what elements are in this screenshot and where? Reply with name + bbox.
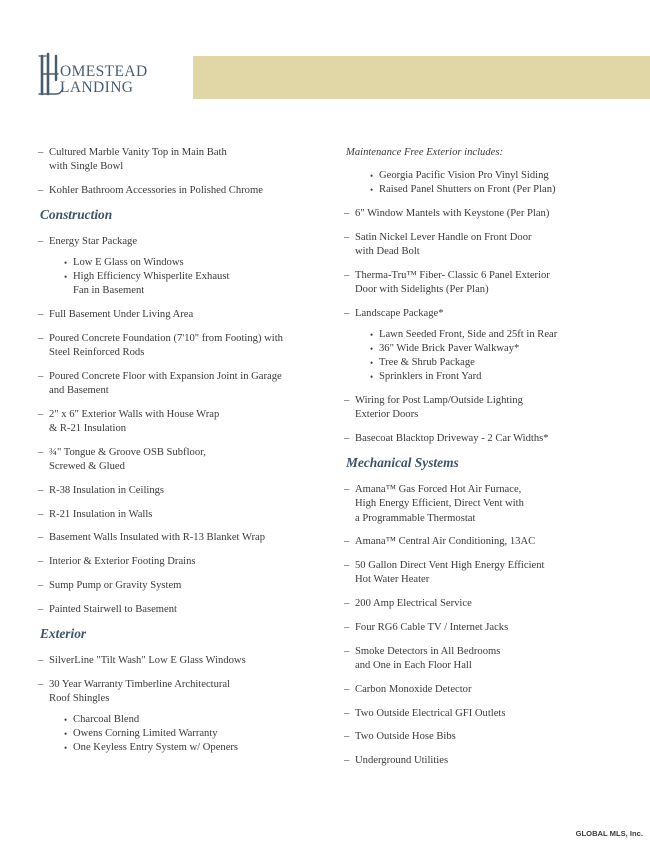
list-item: – Satin Nickel Lever Handle on Front Door with Dead Bolt [344, 232, 532, 258]
sub-list-item: • Lawn Seeded Front, Side and 25ft in Rear [370, 328, 558, 340]
list-item: – Amana™ Gas Forced Hot Air Furnace, High Energy Efficient, Direct Vent with a Programmable Thermostat [344, 484, 524, 524]
left-column [38, 146, 310, 765]
list-item: – Four RG6 Cable TV / Internet Jacks [344, 622, 509, 633]
list-item: – Therma-Tru™ Fiber- Classic 6 Panel Exterior Door with Sidelights (Per Plan) [344, 270, 550, 296]
list-item: – Energy Star Package [38, 236, 138, 247]
list-item: – Poured Concrete Floor with Expansion Joint in Garage and Basement [38, 370, 282, 396]
list-item: – Cultured Marble Vanity Top in Main Bath with Single Bowl [38, 147, 227, 173]
sub-list-item: • 36" Wide Brick Paver Walkway* [370, 343, 520, 354]
list-item: – 2" x 6" Exterior Walls with House Wrap & R-21 Insulation [38, 408, 220, 434]
footer-credit: GLOBAL MLS, Inc. [575, 829, 643, 838]
list-item: – SilverLine "Tilt Wash" Low E Glass Windows [38, 654, 246, 666]
list-item: – Painted Stairwell to Basement [38, 603, 177, 615]
list-item: – 30 Year Warranty Timberline Architectural Roof Shingles [38, 678, 231, 704]
list-item: – Two Outside Electrical GFI Outlets [344, 707, 506, 719]
list-item: – 6" Window Mantels with Keystone (Per Plan) [344, 208, 550, 220]
list-item: – Poured Concrete Foundation (7'10" from Footing) with Steel Reinforced Rods [38, 332, 283, 358]
header-banner [193, 56, 650, 99]
right-column [344, 146, 628, 778]
list-item: – Underground Utilities [344, 755, 449, 767]
list-item: – 200 Amp Electrical Service [344, 598, 472, 610]
list-item: – Amana™ Central Air Conditioning, 13AC [344, 536, 536, 548]
construction-heading: Construction [40, 206, 113, 222]
exterior-heading: Exterior [40, 625, 87, 641]
list-item: – ¾" Tongue & Groove OSB Subfloor, Screwed & Glued [38, 446, 206, 472]
sub-list-item: • Low E Glass on Windows [64, 256, 184, 268]
list-item: – Wiring for Post Lamp/Outside Lighting Exterior Doors [344, 395, 523, 421]
list-item: – Two Outside Hose Bibs [344, 731, 456, 743]
list-item: – Full Basement Under Living Area [38, 309, 194, 320]
list-item: – Basement Walls Insulated with R-13 Blanket Wrap [38, 532, 266, 544]
list-item: – R-21 Insulation in Walls [38, 508, 153, 520]
sub-list-item: • Raised Panel Shutters on Front (Per Plan) [370, 184, 556, 196]
sub-list-item: • One Keyless Entry System w/ Openers [64, 741, 239, 753]
list-item: – R-38 Insulation in Ceilings [38, 484, 165, 496]
landscape-sublist [370, 328, 628, 385]
sub-list-item: • Georgia Pacific Vision Pro Vinyl Siding [370, 170, 549, 182]
logo-line-1: OMESTEAD [60, 63, 148, 80]
list-item: – Smoke Detectors in All Bedrooms and One in Each Floor Hall [344, 645, 501, 671]
sub-list-item: • Owens Corning Limited Warranty [64, 727, 218, 739]
sub-list-item: • Charcoal Blend [64, 713, 140, 725]
sub-list-item: • Tree & Shrub Package [370, 357, 475, 369]
list-item: – 50 Gallon Direct Vent High Energy Efficient Hot Water Heater [344, 560, 545, 586]
energy-star-sublist [64, 256, 310, 299]
list-item: – Kohler Bathroom Accessories in Polished Chrome [38, 185, 263, 196]
sub-list-item: • High Efficiency Whisperlite Exhaust Fan in Basement [64, 271, 230, 297]
logo-line-2: LANDING [60, 79, 134, 96]
list-item: – Carbon Monoxide Detector [344, 683, 472, 695]
maintenance-intro: Maintenance Free Exterior includes: [346, 147, 503, 158]
list-item: – Basecoat Blacktop Driveway - 2 Car Widths* [344, 433, 549, 445]
list-item: – Landscape Package* [344, 308, 444, 319]
maintenance-sublist [370, 169, 628, 197]
list-item: – Interior & Exterior Footing Drains [38, 556, 196, 568]
mechanical-heading: Mechanical Systems [346, 455, 459, 470]
list-item: – Sump Pump or Gravity System [38, 579, 182, 591]
roof-sublist [64, 713, 310, 756]
homestead-landing-logo [36, 50, 196, 102]
sub-list-item: • Sprinklers in Front Yard [370, 371, 482, 383]
